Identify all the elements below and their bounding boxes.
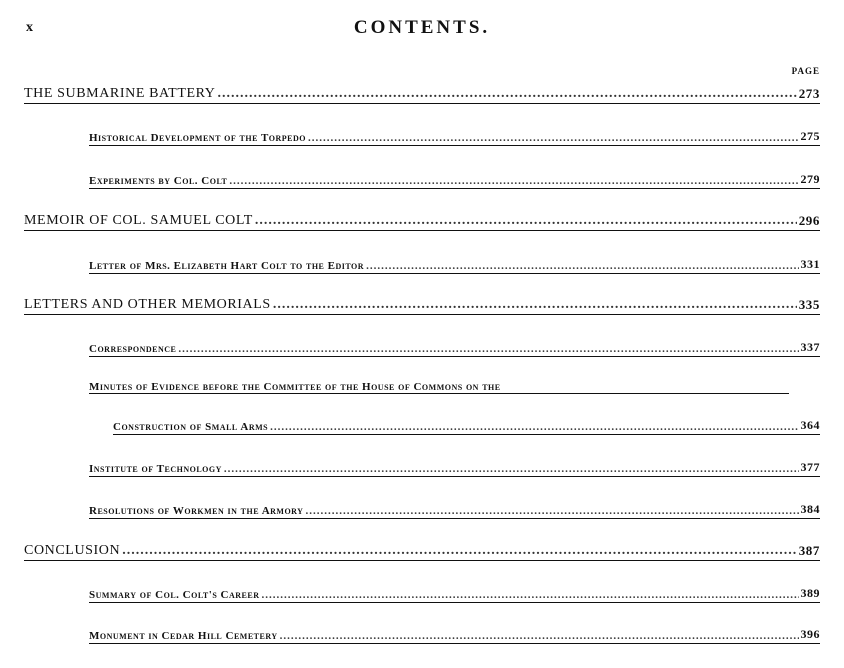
entry-page: 337	[800, 340, 820, 354]
entry-title: LETTERS AND OTHER MEMORIALS	[24, 297, 271, 312]
leader-dots	[255, 213, 797, 229]
entry-page: 273	[798, 86, 820, 101]
leader-dots	[305, 505, 798, 517]
entry-title: CONCLUSION	[24, 543, 121, 558]
entry-title: Construction of Small Arms	[113, 421, 269, 433]
entry-page: 331	[800, 257, 820, 271]
entry-page: 335	[798, 297, 820, 312]
toc-entry-minutes-line1[interactable]: Minutes of Evidence before the Committee of the House of Commons on the	[89, 381, 789, 394]
entry-title: Historical Development of the Torpedo	[89, 132, 307, 144]
leader-dots	[261, 589, 798, 601]
leader-dots	[122, 543, 796, 559]
entry-page: 279	[800, 172, 820, 186]
leader-dots	[229, 175, 798, 187]
leader-dots	[178, 343, 798, 355]
leader-dots	[273, 297, 797, 313]
entry-page: 384	[800, 502, 820, 516]
entry-title: THE SUBMARINE BATTERY	[24, 86, 216, 101]
leader-dots	[224, 463, 799, 475]
entry-page: 396	[800, 627, 820, 641]
leader-dots	[366, 260, 798, 272]
toc-entry-historical-development[interactable]	[89, 129, 820, 146]
page-title: CONTENTS.	[353, 17, 491, 38]
toc-entry-letters-memorials[interactable]	[24, 297, 820, 315]
entry-title: Experiments by Col. Colt	[89, 175, 228, 187]
entry-title: Correspondence	[89, 343, 177, 355]
entry-page: 387	[798, 543, 820, 558]
toc-entry-summary[interactable]	[89, 586, 820, 603]
entry-title: Institute of Technology	[89, 463, 222, 475]
leader-dots	[270, 421, 798, 433]
entry-page: 377	[800, 460, 820, 474]
toc-entry-institute[interactable]	[89, 460, 820, 477]
toc-entry-memoir[interactable]	[24, 213, 820, 231]
toc-entry-resolutions[interactable]	[89, 502, 820, 519]
toc-entry-conclusion[interactable]	[24, 543, 820, 561]
entry-page: 364	[800, 418, 820, 432]
toc-entry-correspondence[interactable]	[89, 340, 820, 357]
entry-page: 275	[800, 129, 820, 143]
entry-title: Monument in Cedar Hill Cemetery	[89, 630, 278, 642]
toc-entry-letter-mrs-colt[interactable]	[89, 257, 820, 274]
entry-title: Resolutions of Workmen in the Armory	[89, 505, 304, 517]
leader-dots	[280, 630, 799, 642]
toc-entry-submarine-battery[interactable]	[24, 86, 820, 104]
toc-entry-minutes-line2[interactable]	[113, 418, 820, 435]
entry-page: 389	[800, 586, 820, 600]
toc-entry-experiments[interactable]	[89, 172, 820, 189]
page-column-label: PAGE	[791, 66, 820, 76]
leader-dots	[308, 132, 798, 144]
page-number: x	[26, 20, 34, 35]
entry-title: Letter of Mrs. Elizabeth Hart Colt to the Editor	[89, 260, 365, 272]
entry-title: Summary of Col. Colt's Career	[89, 589, 260, 601]
toc-entry-monument[interactable]	[89, 627, 820, 644]
leader-dots	[218, 86, 797, 102]
entry-title: MEMOIR OF COL. SAMUEL COLT	[24, 213, 253, 228]
entry-page: 296	[798, 213, 820, 228]
